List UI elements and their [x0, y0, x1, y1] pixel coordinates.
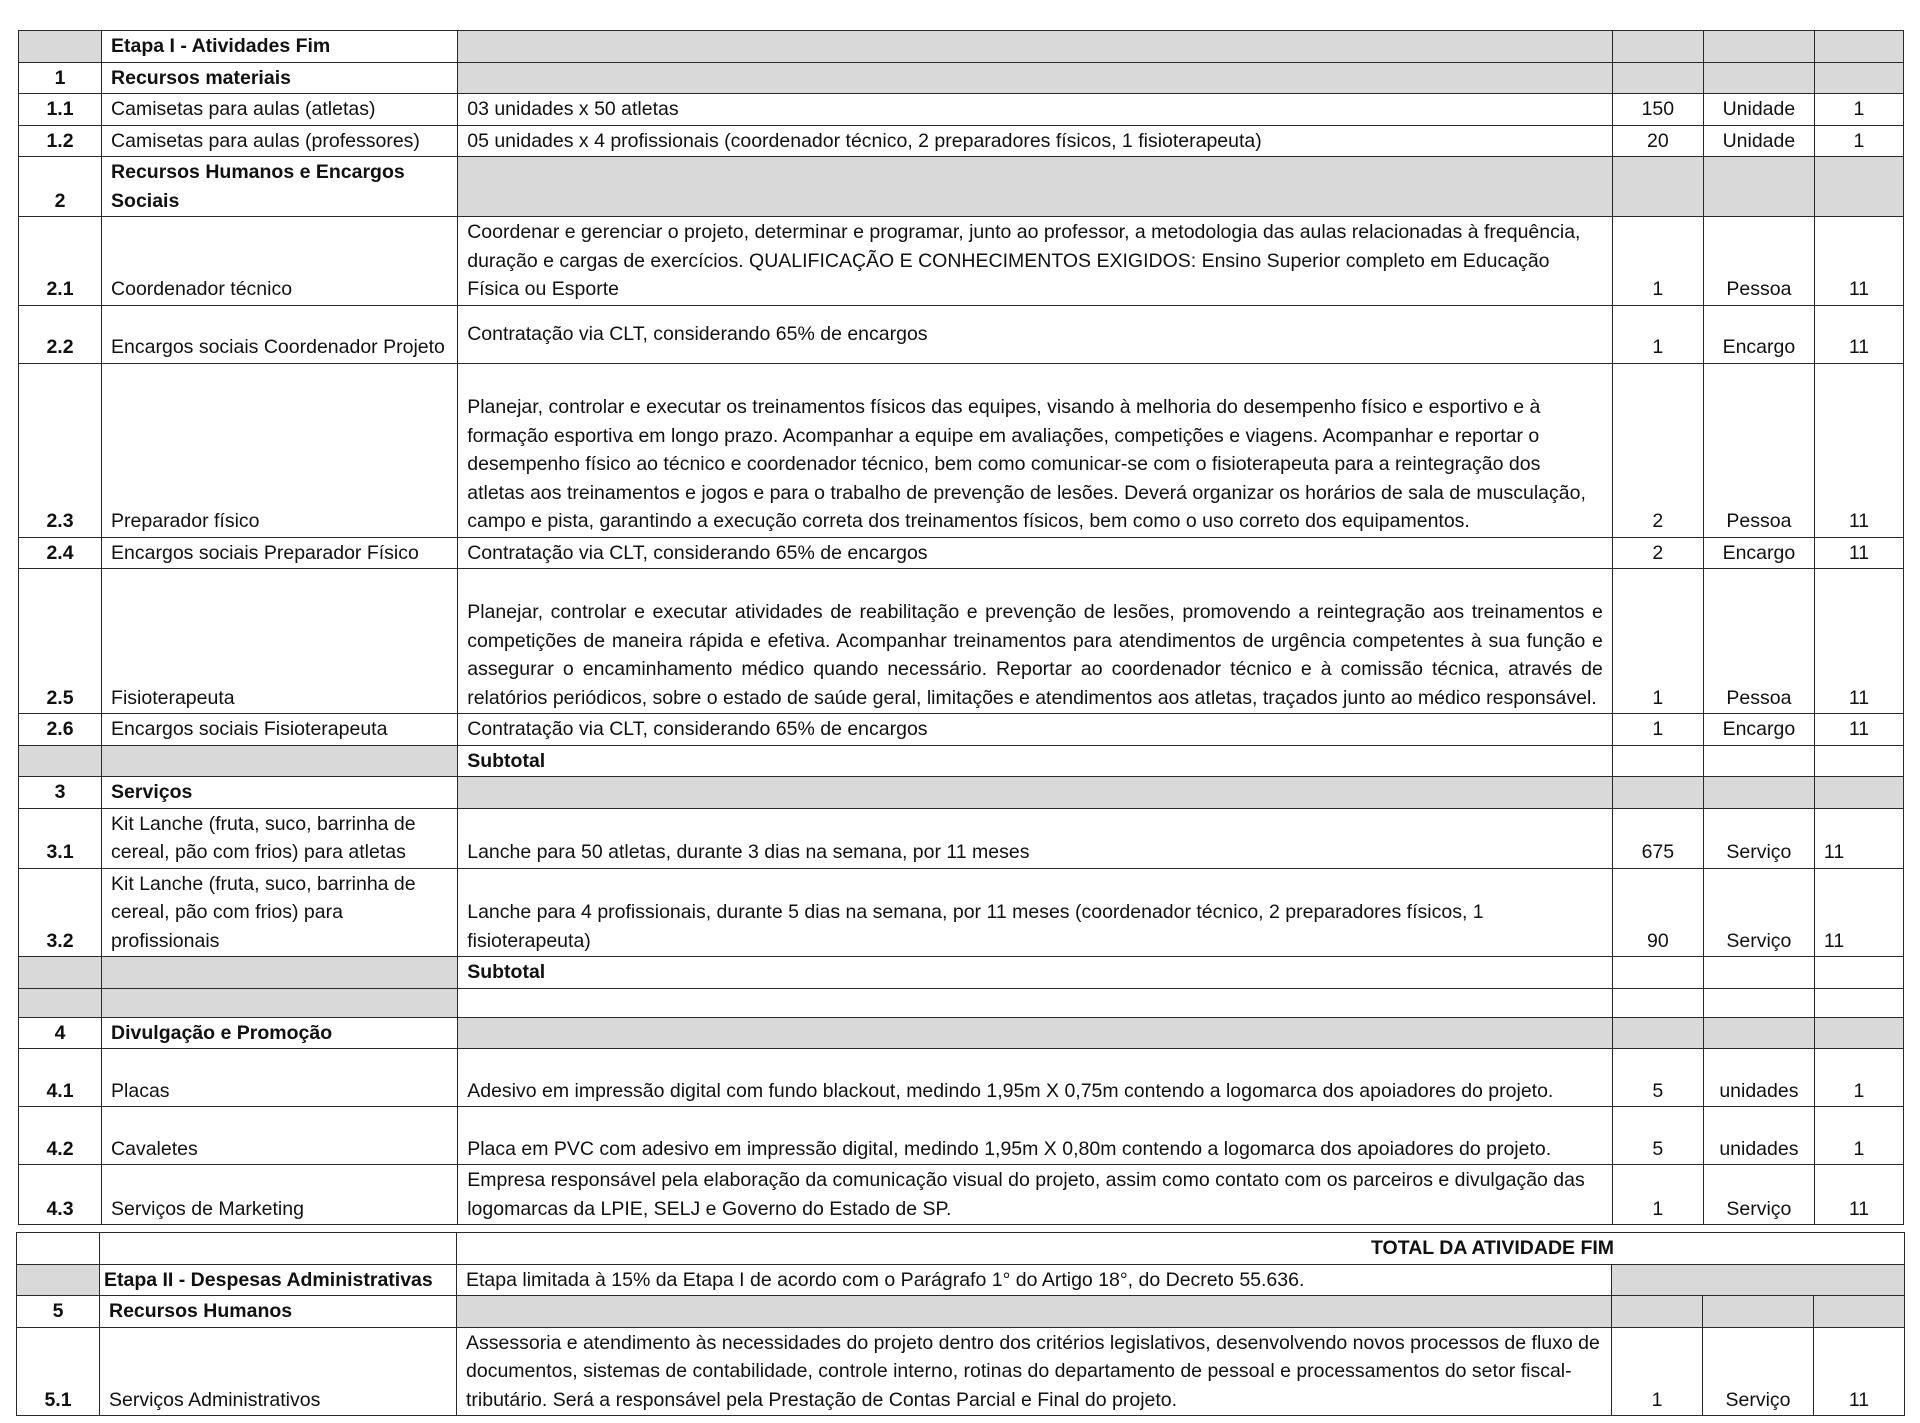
- item-number: 2.6: [19, 714, 102, 746]
- subtotal-row: [19, 745, 1904, 777]
- item-number: 1.1: [19, 94, 102, 126]
- section-title: Serviços: [102, 777, 458, 809]
- item-unit: Unidade: [1703, 94, 1814, 126]
- total-row: [17, 1233, 1905, 1265]
- table-row: [19, 868, 1904, 957]
- table-row: [19, 714, 1904, 746]
- item-number: 2.2: [19, 305, 102, 363]
- item-quantity: 675: [1612, 808, 1703, 868]
- item-number: 4.2: [19, 1107, 102, 1165]
- section-title: Divulgação e Promoção: [102, 1017, 458, 1049]
- item-description: Planejar, controlar e executar atividades de reabilitação e prevenção de lesões, promovendo a reintegração aos treinamentos e competições de maneira rápida e efetiva. Acompanhar treinamentos para atendimentos de urgência competentes à sua função e assegurar o encaminhamento médico quando necessário. Reportar ao coordenador técnico e à comissão técnica, através de relatórios periódicos, sobre o estado de saúde geral, limitações e atendimentos aos atletas, traçados junto ao médico responsável.: [458, 569, 1613, 714]
- item-name: Encargos sociais Fisioterapeuta: [102, 714, 458, 746]
- etapa-note: Etapa limitada à 15% da Etapa I de acordo com o Parágrafo 1° do Artigo 18°, do Decreto 55.636.: [457, 1264, 1612, 1296]
- table-row: [19, 305, 1904, 363]
- section-row: [17, 1296, 1905, 1328]
- budget-table-etapa-1: [18, 30, 1904, 1225]
- item-unit: Serviço: [1703, 868, 1814, 957]
- section-row: [19, 157, 1904, 217]
- item-quantity: 1: [1612, 1327, 1703, 1416]
- item-description: Contratação via CLT, considerando 65% de encargos: [458, 305, 1613, 363]
- item-description: Coordenar e gerenciar o projeto, determinar e programar, junto ao professor, a metodologia das aulas relacionadas à frequência, duração e cargas de exercícios. QUALIFICAÇÃO E CONHECIMENTOS EXIGIDOS: Ensino Superior completo em Educação Física ou Esporte: [458, 217, 1613, 306]
- budget-table-etapa-2: [16, 1232, 1905, 1416]
- item-description: Placa em PVC com adesivo em impressão digital, medindo 1,95m X 0,80m contendo a logomarca dos apoiadores do projeto.: [458, 1107, 1613, 1165]
- item-quantity: 2: [1612, 537, 1703, 569]
- blank-row: [19, 988, 1904, 1017]
- item-unit: Encargo: [1703, 305, 1814, 363]
- item-name: Coordenador técnico: [102, 217, 458, 306]
- item-unit: Serviço: [1703, 808, 1814, 868]
- item-months: 11: [1814, 305, 1903, 363]
- item-months: 11: [1814, 217, 1903, 306]
- table-row: [17, 1327, 1905, 1416]
- item-name: Fisioterapeuta: [102, 569, 458, 714]
- item-quantity: 5: [1612, 1049, 1703, 1107]
- item-months: 11: [1814, 363, 1903, 537]
- item-description: Lanche para 50 atletas, durante 3 dias na semana, por 11 meses: [458, 808, 1613, 868]
- item-unit: Encargo: [1703, 714, 1814, 746]
- item-quantity: 150: [1612, 94, 1703, 126]
- item-quantity: 20: [1612, 125, 1703, 157]
- item-months: 11: [1814, 808, 1903, 868]
- item-quantity: 2: [1612, 363, 1703, 537]
- item-number: 2.1: [19, 217, 102, 306]
- section-title: Recursos Humanos e Encargos Sociais: [102, 157, 458, 217]
- item-months: 11: [1814, 537, 1903, 569]
- table-row: [19, 125, 1904, 157]
- item-months: 11: [1814, 569, 1903, 714]
- item-quantity: 1: [1612, 217, 1703, 306]
- item-quantity: 1: [1612, 569, 1703, 714]
- section-number: 1: [19, 62, 102, 94]
- item-name: Serviços de Marketing: [102, 1165, 458, 1225]
- table-row: [19, 363, 1904, 537]
- item-description: Empresa responsável pela elaboração da comunicação visual do projeto, assim como contato com os parceiros e divulgação das logomarcas da LPIE, SELJ e Governo do Estado de SP.: [458, 1165, 1613, 1225]
- section-title: Recursos Humanos: [100, 1296, 457, 1328]
- item-number: 2.3: [19, 363, 102, 537]
- item-unit: Pessoa: [1703, 569, 1814, 714]
- item-number: 4.1: [19, 1049, 102, 1107]
- item-quantity: 1: [1612, 714, 1703, 746]
- item-quantity: 1: [1612, 1165, 1703, 1225]
- section-row: [19, 777, 1904, 809]
- table-row: [19, 217, 1904, 306]
- item-name: Placas: [102, 1049, 458, 1107]
- item-months: 11: [1814, 868, 1903, 957]
- item-number: 4.3: [19, 1165, 102, 1225]
- total-label: TOTAL DA ATIVIDADE FIM: [457, 1233, 1905, 1265]
- item-unit: Pessoa: [1703, 363, 1814, 537]
- subtotal-label: Subtotal: [458, 957, 1613, 989]
- item-name: Encargos sociais Coordenador Projeto: [102, 305, 458, 363]
- item-name: Camisetas para aulas (professores): [102, 125, 458, 157]
- item-description: Contratação via CLT, considerando 65% de encargos: [458, 714, 1613, 746]
- table-row: [19, 1165, 1904, 1225]
- item-name: Preparador físico: [102, 363, 458, 537]
- section-number: 3: [19, 777, 102, 809]
- section-row: [19, 62, 1904, 94]
- item-number: 3.2: [19, 868, 102, 957]
- item-unit: Serviço: [1703, 1327, 1814, 1416]
- item-unit: Encargo: [1703, 537, 1814, 569]
- section-title: Recursos materiais: [102, 62, 458, 94]
- section-row: [19, 1017, 1904, 1049]
- item-description: 03 unidades x 50 atletas: [458, 94, 1613, 126]
- item-number: 2.4: [19, 537, 102, 569]
- item-unit: Pessoa: [1703, 217, 1814, 306]
- item-months: 1: [1814, 94, 1903, 126]
- table-row: [19, 808, 1904, 868]
- item-description: Planejar, controlar e executar os treinamentos físicos das equipes, visando à melhoria do desempenho físico e esportivo e à formação esportiva em longo prazo. Acompanhar a equipe em avaliações, competições e viagens. Acompanhar e reportar o desempenho físico ao técnico e coordenador técnico, bem como comunicar-se com o fisioterapeuta para a reintegração dos atletas aos treinamentos e jogos e para o trabalho de prevenção de lesões. Deverá organizar os horários de sala de musculação, campo e pista, garantindo a execução correta dos treinamentos físicos, bem como o uso correto dos equipamentos.: [458, 363, 1613, 537]
- etapa-title: Etapa I - Atividades Fim: [102, 31, 458, 63]
- item-months: 11: [1814, 1165, 1903, 1225]
- item-name: Serviços Administrativos: [100, 1327, 457, 1416]
- item-number: 5.1: [17, 1327, 100, 1416]
- item-name: Kit Lanche (fruta, suco, barrinha de cereal, pão com frios) para atletas: [102, 808, 458, 868]
- section-number: 4: [19, 1017, 102, 1049]
- table-row: [19, 1049, 1904, 1107]
- item-description: Assessoria e atendimento às necessidades do projeto dentro dos critérios legislativos, desenvolvendo novos processos de fluxo de documentos, sistemas de contabilidade, controle interno, rotinas do departamento de pessoal e processamentos do setor fiscal-tributário. Será a responsável pela Prestação de Contas Parcial e Final do projeto.: [457, 1327, 1612, 1416]
- item-name: Encargos sociais Preparador Físico: [102, 537, 458, 569]
- item-months: 11: [1814, 714, 1903, 746]
- item-months: 1: [1814, 1107, 1903, 1165]
- item-description: 05 unidades x 4 profissionais (coordenador técnico, 2 preparadores físicos, 1 fisioterapeuta): [458, 125, 1613, 157]
- section-number: 2: [19, 157, 102, 217]
- item-description: Contratação via CLT, considerando 65% de encargos: [458, 537, 1613, 569]
- item-description: Adesivo em impressão digital com fundo blackout, medindo 1,95m X 0,75m contendo a logomarca dos apoiadores do projeto.: [458, 1049, 1613, 1107]
- item-months: 11: [1814, 1327, 1905, 1416]
- item-number: 2.5: [19, 569, 102, 714]
- item-quantity: 5: [1612, 1107, 1703, 1165]
- item-name: Cavaletes: [102, 1107, 458, 1165]
- item-unit: Unidade: [1703, 125, 1814, 157]
- etapa-title: Etapa II - Despesas Administrativas: [100, 1264, 457, 1296]
- table-row: [19, 94, 1904, 126]
- table-row: [19, 537, 1904, 569]
- item-unit: Serviço: [1703, 1165, 1814, 1225]
- subtotal-row: [19, 957, 1904, 989]
- etapa-header-row: [17, 1264, 1905, 1296]
- subtotal-label: Subtotal: [458, 745, 1613, 777]
- item-months: 1: [1814, 1049, 1903, 1107]
- item-months: 1: [1814, 125, 1903, 157]
- item-unit: unidades: [1703, 1107, 1814, 1165]
- item-number: 1.2: [19, 125, 102, 157]
- item-unit: unidades: [1703, 1049, 1814, 1107]
- table-row: [19, 1107, 1904, 1165]
- item-number: 3.1: [19, 808, 102, 868]
- etapa-header-row: [19, 31, 1904, 63]
- item-quantity: 90: [1612, 868, 1703, 957]
- item-description: Lanche para 4 profissionais, durante 5 dias na semana, por 11 meses (coordenador técnico, 2 preparadores físicos, 1 fisioterapeuta): [458, 868, 1613, 957]
- item-name: Camisetas para aulas (atletas): [102, 94, 458, 126]
- item-quantity: 1: [1612, 305, 1703, 363]
- section-number: 5: [17, 1296, 100, 1328]
- item-name: Kit Lanche (fruta, suco, barrinha de cereal, pão com frios) para profissionais: [102, 868, 458, 957]
- table-row: [19, 569, 1904, 714]
